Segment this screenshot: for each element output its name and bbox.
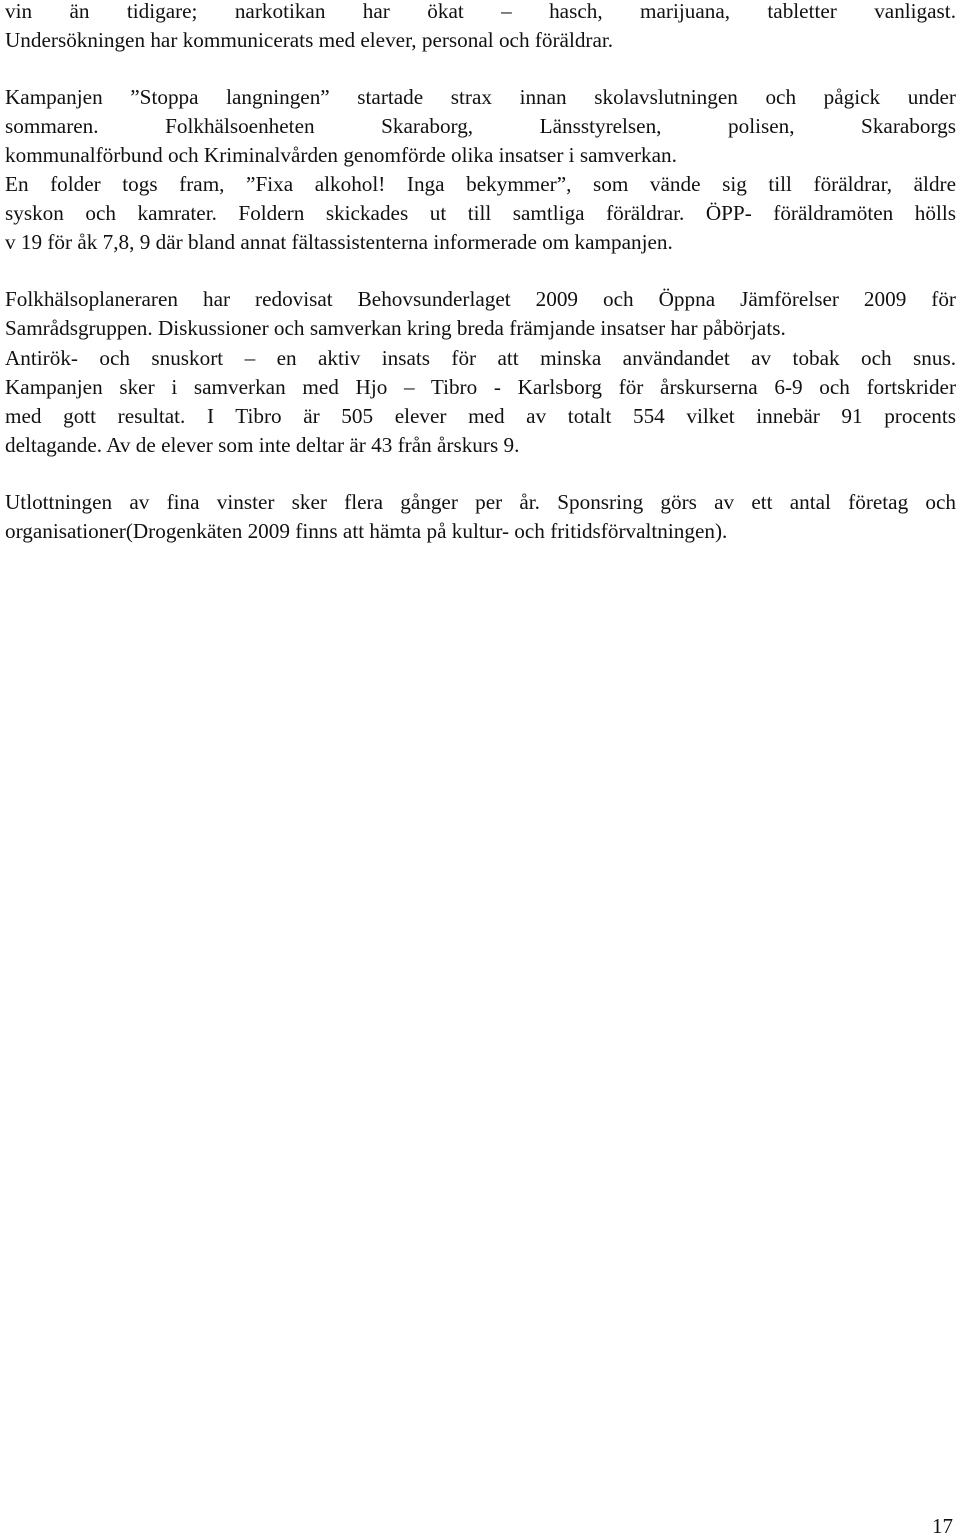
text-line: Antirök- och snuskort – en aktiv insats för att minska användandet av tobak och snus. xyxy=(5,346,956,370)
text-line: med gott resultat. I Tibro är 505 elever med av totalt 554 vilket innebär 91 procents xyxy=(5,404,956,428)
text-line: syskon och kamrater. Foldern skickades ut till samtliga föräldrar. ÖPP- föräldramöten hölls xyxy=(5,201,956,225)
text-line: vin än tidigare; narkotikan har ökat – hasch, marijuana, tabletter vanligast. xyxy=(5,0,956,23)
text-line: v 19 för åk 7,8, 9 där bland annat fältassistenterna informerade om kampanjen. xyxy=(5,230,673,254)
text-line: Kampanjen ”Stoppa langningen” startade strax innan skolavslutningen och pågick under xyxy=(5,85,956,109)
paragraph-utlottningen xyxy=(5,488,956,546)
text-line: Undersökningen har kommunicerats med elever, personal och föräldrar. xyxy=(5,28,614,52)
text-line: Kampanjen sker i samverkan med Hjo – Tibro - Karlsborg för årskurserna 6-9 och fortskrider xyxy=(5,375,956,399)
text-line: En folder togs fram, ”Fixa alkohol! Inga bekymmer”, som vände sig till föräldrar, äldre xyxy=(5,172,956,196)
paragraph-drug-survey xyxy=(5,0,956,55)
text-line: sommaren. Folkhälsoenheten Skaraborg, Länsstyrelsen, polisen, Skaraborgs xyxy=(5,114,956,138)
text-line: deltagande. Av de elever som inte deltar är 43 från årskurs 9. xyxy=(5,433,520,457)
text-line: kommunalförbund och Kriminalvården genomförde olika insatser i samverkan. xyxy=(5,143,677,167)
text-line: Utlottningen av fina vinster sker flera gånger per år. Sponsring görs av ett antal företag och xyxy=(5,490,956,514)
text-line: Samrådsgruppen. Diskussioner och samverkan kring breda främjande insatser har påbörjats. xyxy=(5,316,786,340)
text-line: Folkhälsoplaneraren har redovisat Behovsunderlaget 2009 och Öppna Jämförelser 2009 för xyxy=(5,287,956,311)
paragraph-folkhalsoplaneraren xyxy=(5,285,956,343)
text-line: organisationer(Drogenkäten 2009 finns att hämta på kultur- och fritidsförvaltningen). xyxy=(5,519,728,543)
paragraph-antirok-snuskort xyxy=(5,344,956,460)
paragraph-stoppa-langningen xyxy=(5,83,956,257)
page-number: 17 xyxy=(932,1514,953,1538)
